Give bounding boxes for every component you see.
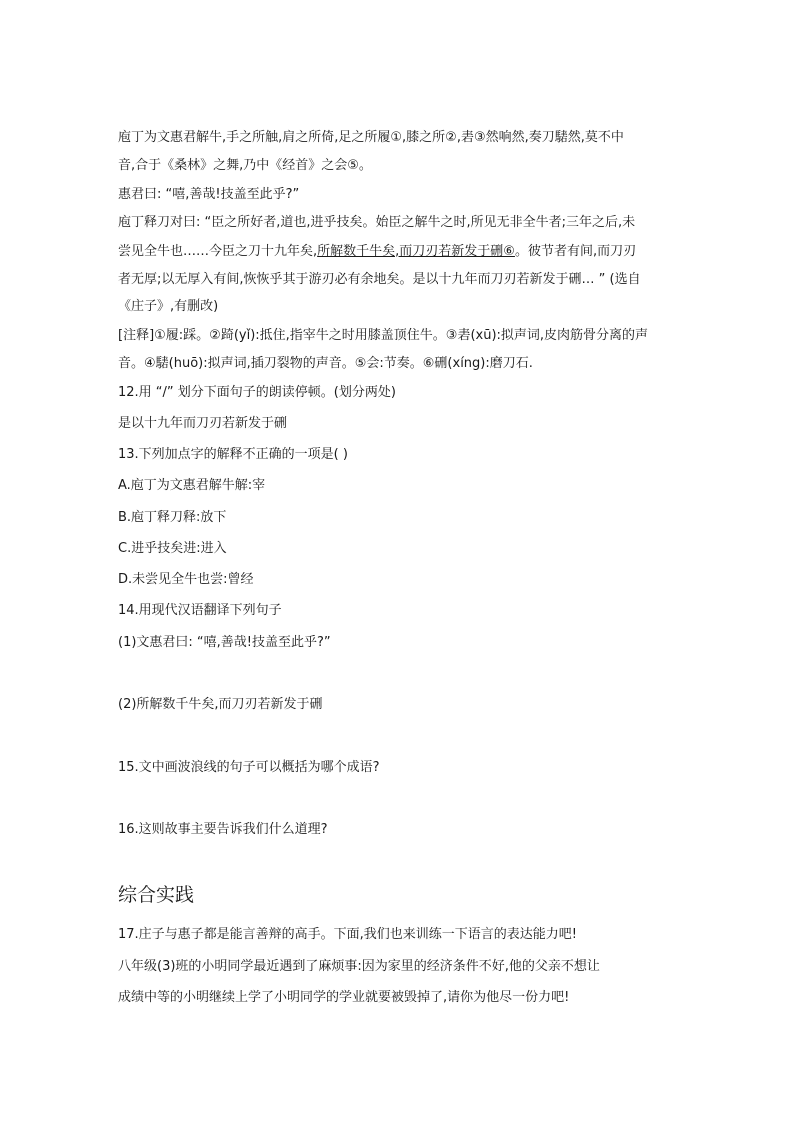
question-12: 12.用 “/” 划分下面句子的朗读停顿。(划分两处) [118, 385, 396, 400]
question-17-text: 八年级(3)班的小明同学最近遇到了麻烦事:因为家里的经济条件不好,他的父亲不想让 [118, 959, 600, 974]
passage-text: 。彼节者有间,而刀刃 [514, 244, 637, 259]
question-15: 15.文中画波浪线的句子可以概括为哪个成语? [118, 760, 380, 775]
question-17-text: 成绩中等的小明继续上学了小明同学的学业就要被毁掉了,请你为他尽一份力吧! [118, 990, 570, 1005]
passage-line: 惠君曰: “嘻,善哉!技盖至此乎?” [118, 187, 300, 202]
passage-text: 尝见全牛也……今臣之刀十九年矣, [118, 244, 318, 259]
passage-line: 音,合于《桑林》之舞,乃中《经首》之会⑤。 [118, 158, 372, 173]
annotation-line: 音。④騞(huō):拟声词,插刀裂物的声音。⑤会:节奏。⑥硎(xíng):磨刀石. [118, 356, 533, 371]
option-c: C.进乎技矣进:进入 [118, 541, 227, 556]
question-14: 14.用现代汉语翻译下列句子 [118, 603, 282, 618]
question-13: 13.下列加点字的解释不正确的一项是( ) [118, 447, 348, 462]
passage-line: 庖丁为文惠君解牛,手之所触,肩之所倚,足之所履①,膝之所②,砉③然响然,奏刀騞然,莫不中 [118, 130, 624, 145]
question-17: 17.庄子与惠子都是能言善辩的高手。下面,我们也来训练一下语言的表达能力吧! [118, 927, 578, 942]
question-14-item-1: (1)文惠君曰: “嘻,善哉!技盖至此乎?” [118, 635, 331, 650]
passage-line: 者无厚;以无厚入有间,恢恢乎其于游刃必有余地矣。是以十九年而刀刃若新发于硎… ” (选自 [118, 272, 641, 287]
option-b: B.庖丁释刀释:放下 [118, 510, 227, 525]
question-14-item-2: (2)所解数千牛矣,而刀刃若新发于硎 [118, 697, 323, 712]
question-16: 16.这则故事主要告诉我们什么道理? [118, 822, 328, 837]
underlined-sentence: 所解数千牛矣,而刀刃若新发于硎⑥ [317, 244, 515, 259]
passage-line: 庖丁释刀对曰: “臣之所好者,道也,进乎技矣。始臣之解牛之时,所见无非全牛者;三年之后,未 [118, 215, 636, 230]
option-d: D.未尝见全牛也尝:曾经 [118, 572, 254, 587]
section-heading: 综合实践 [118, 884, 195, 906]
option-a: A.庖丁为文惠君解牛解:宰 [118, 478, 266, 493]
annotation-line: [注释]①履:踩。②踦(yǐ):抵住,指宰牛之时用膝盖顶住牛。③砉(xū):拟声词,皮肉筋骨分离的声 [118, 328, 649, 343]
question-12-sentence: 是以十九年而刀刃若新发于硎 [118, 416, 288, 431]
source-citation: 《庄子》,有删改) [118, 299, 219, 314]
passage-line [118, 243, 678, 261]
